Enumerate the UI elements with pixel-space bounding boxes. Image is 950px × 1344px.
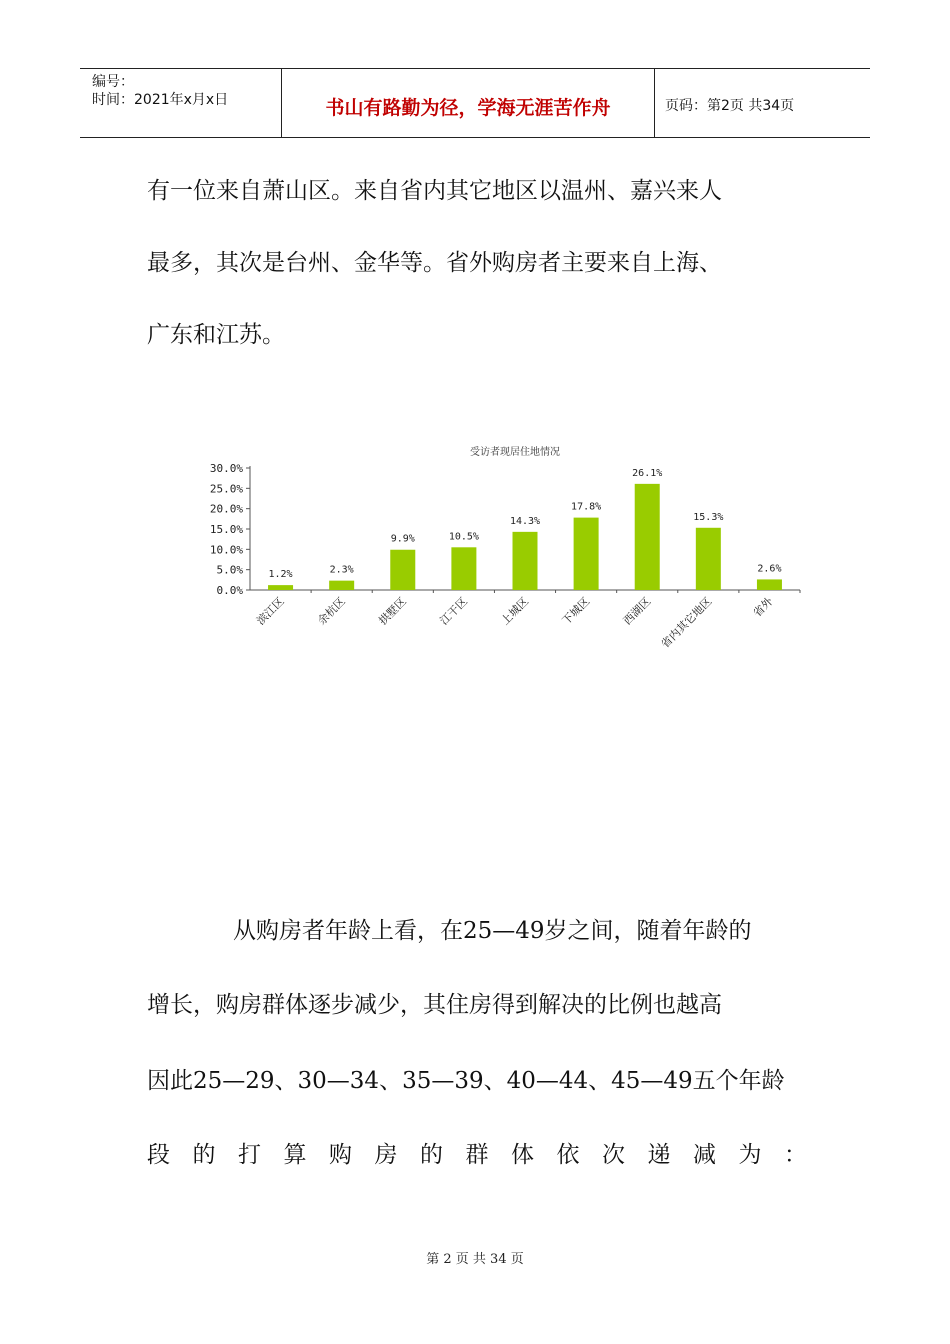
bar xyxy=(513,532,538,590)
bar xyxy=(635,484,660,590)
y-tick-label: 5.0% xyxy=(216,563,243,577)
bar-value-label: 14.3% xyxy=(509,515,541,527)
justified-char: 次 xyxy=(602,1142,625,1168)
paragraph-2-line-4 xyxy=(147,1136,807,1169)
justified-char: 段 xyxy=(147,1142,170,1168)
justified-char: 的 xyxy=(420,1142,443,1168)
header-meta xyxy=(80,69,282,137)
x-tick-label: 江干区 xyxy=(437,594,471,628)
chart-title: 受访者现居住地情况 xyxy=(470,447,560,458)
residence-bar-chart xyxy=(198,440,808,700)
justified-char: 依 xyxy=(556,1142,580,1168)
justified-char: 算 xyxy=(283,1142,307,1168)
x-tick-label: 省内其它地区 xyxy=(658,594,715,651)
bar xyxy=(390,550,415,590)
paragraph-1-line-2: 最多，其次是台州、金华等。省外购房者主要来自上海、 xyxy=(147,250,722,276)
justified-char: 房 xyxy=(374,1142,398,1168)
y-tick-label: 0.0% xyxy=(216,584,243,597)
justified-char: 减 xyxy=(693,1142,716,1168)
y-tick-label: 15.0% xyxy=(209,523,243,536)
paragraph-1-line-3: 广东和江苏。 xyxy=(147,322,285,348)
bar xyxy=(451,547,476,590)
paragraph-2-line-1: 从购房者年龄上看，在25—49岁之间，随着年龄的 xyxy=(233,918,752,944)
bar-value-label: 10.5% xyxy=(448,531,479,543)
paragraph-2-line-3: 因此25—29、30—34、35—39、40—44、45—49五个年龄 xyxy=(147,1068,785,1094)
header-motto-cell xyxy=(282,69,655,137)
y-tick-label: 25.0% xyxy=(209,482,243,496)
x-tick-label: 西湖区 xyxy=(620,594,654,628)
bar xyxy=(757,579,782,590)
bar-value-label: 26.1% xyxy=(632,467,663,479)
time-label: 时间：2021年x月x日 xyxy=(92,92,229,108)
justified-char: ： xyxy=(784,1142,807,1168)
page-footer: 第 2 页 共 34 页 xyxy=(426,1252,524,1267)
x-tick-label: 省外 xyxy=(750,594,776,620)
y-tick-label: 20.0% xyxy=(209,502,243,516)
bar-value-label: 17.8% xyxy=(571,501,602,513)
header-page-info: 页码：第2页 共34页 xyxy=(665,98,795,114)
justified-char: 的 xyxy=(192,1142,216,1168)
bar-value-label: 15.3% xyxy=(693,511,724,523)
bar-value-label: 2.6% xyxy=(757,563,782,575)
justified-char: 打 xyxy=(238,1142,261,1168)
justified-char: 递 xyxy=(647,1142,671,1168)
y-tick-label: 10.0% xyxy=(209,543,243,557)
x-tick-label: 下城区 xyxy=(559,594,593,628)
y-tick-label: 30.0% xyxy=(209,462,243,475)
header-motto: 书山有路勤为径，学海无涯苦作舟 xyxy=(325,97,611,119)
x-tick-label: 滨江区 xyxy=(254,594,287,628)
bar xyxy=(268,585,293,590)
bar-value-label: 1.2% xyxy=(268,569,293,581)
justified-char: 购 xyxy=(329,1142,352,1168)
justified-char: 为 xyxy=(738,1142,762,1168)
page-header xyxy=(80,68,870,138)
bar xyxy=(574,518,599,590)
bar xyxy=(329,581,354,590)
x-tick-label: 拱墅区 xyxy=(376,594,409,628)
justified-char: 群 xyxy=(465,1142,489,1168)
x-tick-label: 余杭区 xyxy=(315,594,348,628)
bar-value-label: 2.3% xyxy=(329,564,354,576)
justified-char: 体 xyxy=(511,1142,534,1168)
bar-value-label: 9.9% xyxy=(390,533,415,545)
paragraph-1-line-1: 有一位来自萧山区。来自省内其它地区以温州、嘉兴来人 xyxy=(147,178,722,204)
number-label: 编号： xyxy=(92,74,134,90)
paragraph-2-line-2: 增长，购房群体逐步减少，其住房得到解决的比例也越高 xyxy=(147,992,722,1018)
x-tick-label: 上城区 xyxy=(498,594,532,628)
bar xyxy=(696,528,721,590)
